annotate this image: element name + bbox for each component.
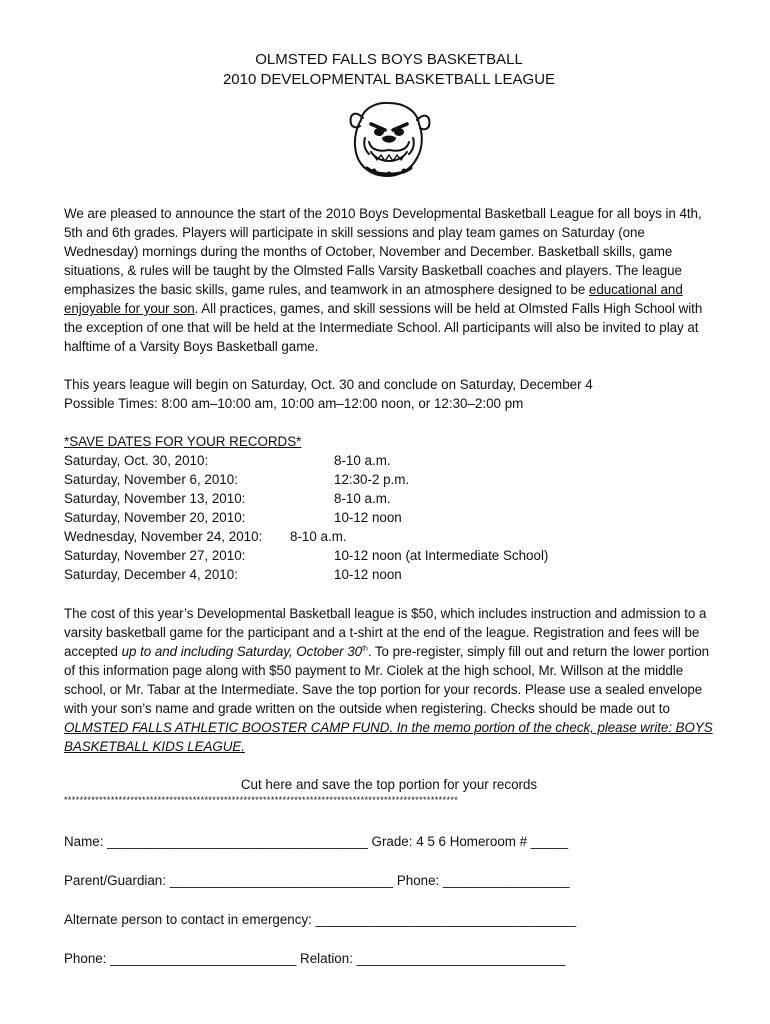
save-dates-heading-text: *SAVE DATES FOR YOUR RECORDS*	[64, 434, 302, 449]
date-time: 12:30-2 p.m.	[334, 472, 410, 487]
date-time: 10-12 noon	[334, 510, 402, 525]
cut-line: *****************************************************************************************************	[64, 795, 459, 805]
deadline-text: up to and including Saturday, October 30	[121, 644, 363, 659]
intro-paragraph	[64, 204, 714, 356]
document-page	[64, 50, 714, 968]
date-row	[64, 470, 714, 489]
date-row	[64, 546, 714, 565]
parent-phone-field[interactable]: Parent/Guardian: ______________________________ Phone: _________________	[64, 873, 570, 888]
save-dates-section	[64, 432, 714, 584]
alternate-contact-field[interactable]: Alternate person to contact in emergency: ___________________________________	[64, 912, 577, 927]
deadline-suffix: th	[362, 645, 368, 653]
date-day: Wednesday, November 24, 2010:	[64, 529, 263, 544]
date-day: Saturday, November 20, 2010:	[64, 510, 246, 525]
intro-text-end: . All practices, games, and skill sessions will be held at Olmsted Falls High School with the exception of one that will be held at the Intermediate School. All participants will also be invited to play at halftime of a Varsity Boys Basketball game.	[64, 301, 703, 354]
cost-text: The cost of this year’s Developmental Basketball league is $50, which includes instruction and admission to a varsity basketball game for the participant and a t-shirt at the end of the league. Registration and fees will be accepted	[64, 606, 707, 659]
season-dates-line: This years league will begin on Saturday, Oct. 30 and conclude on Saturday, December 4	[64, 377, 593, 392]
intro-text: We are pleased to announce the start of the 2010 Boys Developmental Basketball League for all boys in 4th, 5th and 6th grades. Players will participate in skill sessions and play team games on Saturday (one Wednesday) mornings during the months of October, November and December. Basketball skills, game situations, & rules will be taught by the Olmsted Falls Varsity Basketball coaches and players. The league emphasizes the basic skills, game rules, and teamwork in an atmosphere designed to be	[64, 206, 702, 297]
bulldog-mascot-icon	[341, 98, 437, 182]
cost-paragraph	[64, 604, 714, 756]
header	[64, 50, 714, 90]
date-time: 8-10 a.m.	[334, 491, 391, 506]
intro-underlined-text: educational and enjoyable for your son	[64, 282, 683, 316]
date-time: 8-10 a.m.	[334, 453, 391, 468]
date-time: 10-12 noon (at Intermediate School)	[334, 548, 549, 563]
logo	[64, 98, 714, 184]
cut-here-label: Cut here and save the top portion for your records	[240, 777, 538, 792]
date-row	[64, 451, 714, 470]
date-day: Saturday, December 4, 2010:	[64, 567, 238, 582]
name-grade-field[interactable]: Name: ___________________________________ Grade: 4 5 6 Homeroom # _____	[64, 834, 569, 849]
possible-times-line: Possible Times: 8:00 am–10:00 am, 10:00 am–12:00 noon, or 12:30–2:00 pm	[64, 396, 524, 411]
date-day: Saturday, November 6, 2010:	[64, 472, 238, 487]
header-title: OLMSTED FALLS BOYS BASKETBALL	[255, 51, 523, 68]
payee-text: OLMSTED FALLS ATHLETIC BOOSTER CAMP FUND. In the memo portion of the check, please write: BOYS BASKETBALL KIDS LEAGUE.	[64, 720, 713, 754]
date-day: Saturday, November 13, 2010:	[64, 491, 246, 506]
header-subtitle: 2010 DEVELOPMENTAL BASKETBALL LEAGUE	[222, 71, 556, 88]
date-day: Saturday, Oct. 30, 2010:	[64, 453, 209, 468]
date-row	[64, 508, 714, 527]
schedule-intro	[64, 375, 714, 413]
save-dates-heading	[64, 432, 714, 451]
date-row	[64, 489, 714, 508]
date-time: 8-10 a.m.	[290, 529, 347, 544]
cost-text-middle: . To pre-register, simply fill out and return the lower portion of this information page along with $50 payment to Mr. Ciolek at the high school, Mr. Willson at the middle school, or Mr. Tabar at the Intermediate. Save the top portion for your records. Please use a sealed envelope with your son’s name and grade written on the outside when registering. Checks should be made out to	[64, 644, 710, 716]
date-row	[64, 527, 714, 546]
date-row	[64, 565, 714, 584]
date-day: Saturday, November 27, 2010:	[64, 548, 246, 563]
phone-relation-field[interactable]: Phone: _________________________ Relation: ____________________________	[64, 951, 566, 966]
date-time: 10-12 noon	[334, 567, 402, 582]
